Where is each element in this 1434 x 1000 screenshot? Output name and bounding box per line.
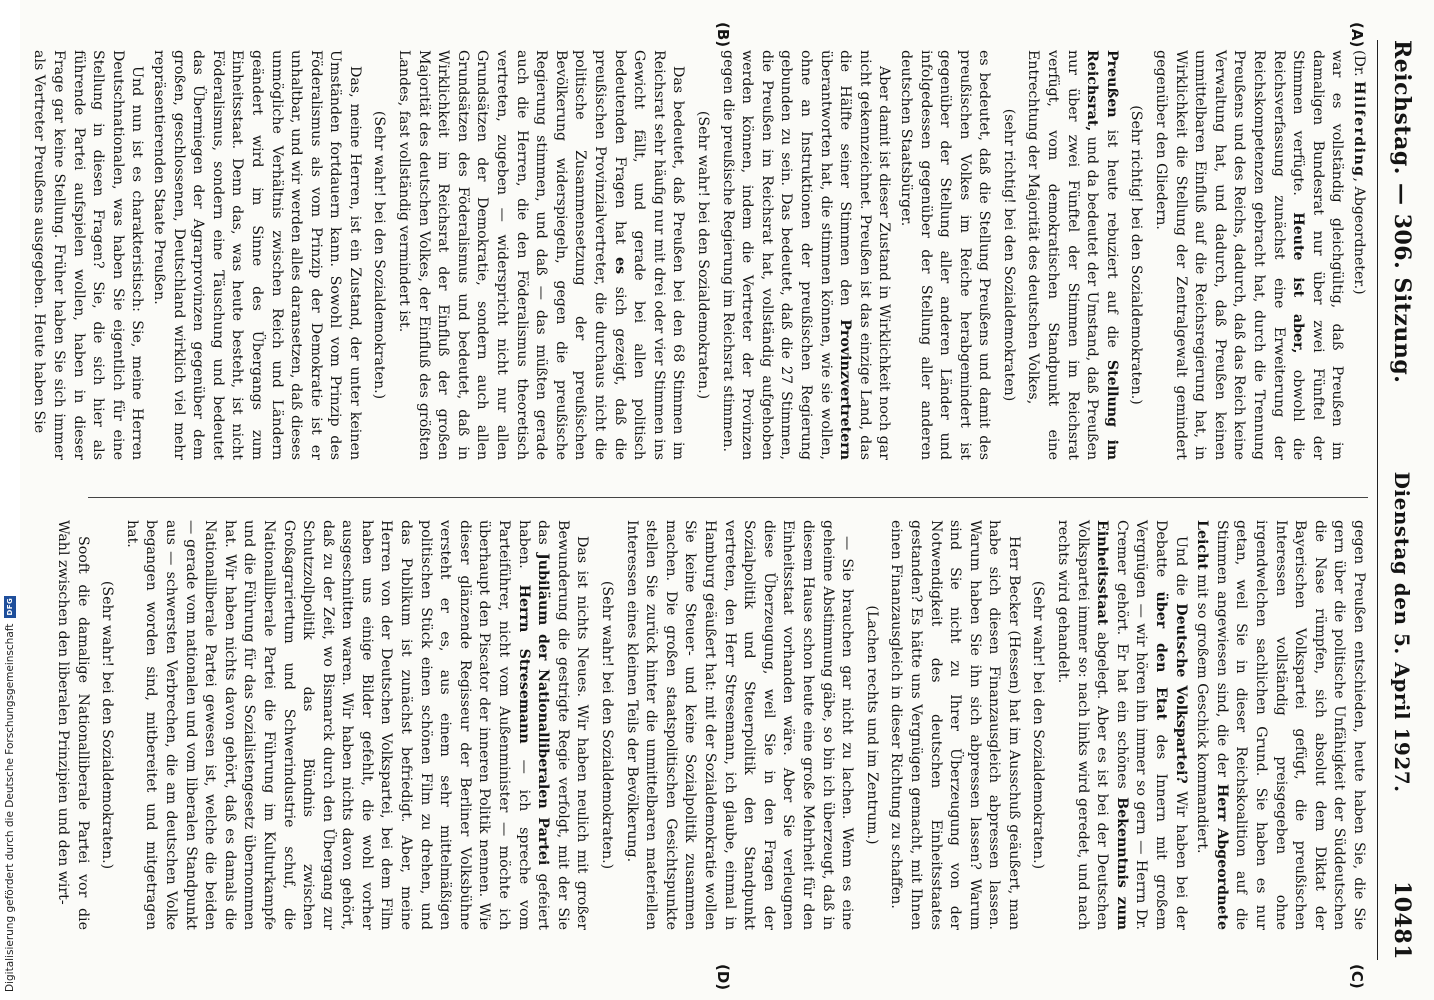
- watermark-strip: [0, 0, 20, 1000]
- column-divider: [88, 497, 1368, 498]
- interjection: (Sehr richtig! bei den Sozialdemokraten.): [1128, 105, 1145, 405]
- interjection: (sehr richtig! bei den Sozialdemokraten): [1000, 108, 1017, 402]
- margin-marker-b: (B): [714, 22, 732, 48]
- paragraph: war es vollständig gleichgültig, daß Preußen im damaligen Bundesrat nur über zwei Fünftel der Stimmen verfügte. Heute ist aber, obwohl die Reichsverfassung zunächst eine Erweiterung der Reichskompetenzen gebracht hat, durch die Trennung Preußens und des Reichs, dadurch, daß das Reich keine Verwaltung hat, und dadurch, daß Preußen keinen unmittelbaren Einfluß auf die Reichsregierung hat, in Wirklichkeit die Stellung der Zentralgewalt gemindert gegenüber den Gliedern.: [1153, 50, 1346, 460]
- interjection: (Sehr wahr! bei den Sozialdemokraten.): [599, 580, 616, 870]
- margin-marker-a: (A): [1348, 22, 1366, 48]
- paragraph: Aber damit ist dieser Zustand in Wirklichkeit noch gar nicht gekennzeichnet. Preußen ist das einzige Land, das die Hälfte seiner Stimmen den Provinzvertretern überantworten hat, die stimmen können, wie sie wollen, ohne an Instruktionen der preußischen Regierung gebunden zu sein. Das bedeutet, daß die 27 Stimmen, die Preußen im Reichsrat hat, vollständig aufgehoben werden können, indem die Vertreter der Provinzen gegen die preußische Regierung im Reichsrat stimmen.: [719, 50, 893, 460]
- paragraph: Das bedeutet, daß Preußen bei den 68 Stimmen im Reichsrat sehr häufig nur mit drei oder vier Stimmen ins Gewicht fällt, und gerade bei allen politisch bedeutenden Fragen hat es sich gezeigt, daß die preußischen Provinzialvertreter, die durchaus nicht die politische Zusammensetzung der preußischen Bevölkerung widerspiegeln, gegen die preußische Regierung stimmen, und daß — das müßten gerade auch die Herren, die den Föderalismus theoretisch vertreten, zugeben — widerspricht nicht nur allen Grundsätzen der Demokratie, sondern auch allen Grundsätzen des Föderalismus und bedeutet, daß in Wirklichkeit im Reichsrat der Einfluß der großen Majorität des deutschen Volkes, der Einfluß des größten Landes, fast vollständig vermindert ist.: [396, 50, 687, 460]
- watermark-text: Digitalisierung gefördert durch die Deutsche Forschungsgemeinschaft: [4, 623, 16, 992]
- header-session: Reichstag. — 306. Sitzung.: [1389, 40, 1415, 384]
- watermark: [0, 0, 20, 1000]
- scanned-page: [20, 0, 1434, 1000]
- header-rule: [1377, 40, 1378, 960]
- paragraph: Und nun ist es charakteristisch: Sie, meine Herren Deutschnationalen, was haben Sie eigentlich für eine Stellung in diesen Fragen? Sie, die sich hier als führende Partei aufspielen wollen, haben in dieser Frage gar keine Stellung. Früher haben Sie sich immer als Vertreter Preußens ausgegeben. Heute haben Sie: [31, 50, 146, 460]
- paragraph: gegen Preußen entschieden, heute haben Sie, die Sie gern über die politische Unfähigkeit der Süddeutschen die Nase rümpfen, sich absolut dem Diktat der Bayerischen Volkspartei gefügt, die preußischen Interessen vollständig preisgegeben ohne irgendwelchen sachlichen Grund. Sie haben es nur getan, weil Sie in dieser Reichskoalition auf die Stimmen angewiesen sind, die der Herr Abgeordnete Leicht mit so großem Geschick kommandiert.: [1194, 520, 1367, 930]
- speaker-line: (Dr. Hilferding, Abgeordneter.): [1351, 50, 1367, 295]
- margin-marker-d: (D): [714, 964, 732, 991]
- left-column: [31, 50, 1368, 460]
- right-column: [55, 520, 1368, 931]
- paragraph: Das, meine Herren, ist ein Zustand, der unter keinen Umständen fortdauern kann. Sowohl vom Prinzip des Föderalismus als vom Prinzip der Demokratie ist er unhaltbar, und wir werden alles daransetzen, daß dieses unmögliche Verhältnis zwischen Reich und Ländern geändert wird im Sinne des Übergangs zum Einheitsstaat. Denn das, was heute besteht, ist nicht Föderalismus, sondern eine Täuschung und bedeutet das Übermiegen der Agrarprovinzen gegenüber dem großen, geschlossenen, Deutschland wirklich viel mehr repräsentierenden Staate Preußen.: [150, 50, 363, 460]
- dfg-logo-icon: DFG: [4, 596, 16, 618]
- paragraph: Und die Deutsche Volkspartei? Wir haben bei der Debatte über den Etat des Innern mit großem Vergnügen — wir hören ihn immer so gern — Herrn Dr. Cremer gehört. Er hat ein schönes Bekenntnis zum Einheitsstaat abgelegt. Aber es ist bei der Deutschen Volkspartei immer so: nach links wird geredet, und nach rechts wird gehandelt.: [1055, 520, 1189, 931]
- interjection: (Sehr wahr! bei den Sozialdemokraten.): [695, 110, 711, 400]
- paragraph: — Sie brauchen gar nicht zu lachen. Wenn es eine geheime Abstimmung gäbe, so bin ich überzeugt, daß in diesem Hause schon heute eine große Mehrheit für den Einheitsstaat vorhanden wäre. Aber Sie verleugnen diese Überzeugung, weil Sie in den Fragen der Sozialpolitik und Steuerpolitik den Standpunkt vertreten, den Herr Stresemann, ich glaube, einmal in Hamburg geäußert hat: mit der Sozialdemokratie wollen Sie keine Steuer- und keine Sozialpolitik zusammen machen. Die großen staatspolitischen Gesichtspunkte stellen Sie zurück hinter die unmittelbaren materiellen Interessen eines kleinen Teils der Bevölkerung.: [623, 520, 856, 930]
- rotated-page-content: [20, 0, 1434, 1000]
- interjection: (Sehr wahr! bei den Sozialdemokraten.): [1030, 580, 1047, 870]
- paragraph: Preußen ist heute rebuziert auf die Stellung im Reichsrat, und da bedeutet der Umstand, daß Preußen nur über zwei Fünftel der Stimmen im Reichsrat verfügt, vom demokratischen Standpunkt eine Entrechtung der Majorität des deutschen Volkes,: [1025, 50, 1120, 460]
- paragraph: es bedeutet, daß die Stellung Preußens und damit des preußischen Volkes im Reiche herabgemindert ist gegenüber der Stellung aller anderen Länder und infolgedessen gegenüber der Stellung aller anderen deutschen Staatsbürger.: [897, 50, 993, 460]
- paragraph: Sooft die damalige Nationalliberale Partei vor die Wahl zwischen den liberalen Prinzipien und den wirt-: [55, 520, 91, 930]
- page-number: 10481: [1389, 880, 1415, 960]
- header-date: Dienstag den 5. April 1927.: [1390, 471, 1414, 793]
- paragraph: Das ist nichts Neues. Wir haben neulich mit großer Bewunderung die gestrigte Regie verfolgt, mit der Sie das Jubiläum der Nationalliberalen Partei gefeiert haben. Herrn Stresemann — ich spreche vom Parteiführer, nicht vom Außenminister — möchte ich überhaupt den Piscator der inneren Politik nennen. Wie dieser glänzende Regisseur der Berliner Volksbühne versteht er es, aus einem sehr mittelmäßigen politischen Stück einen schönen Film zu drehen, und das Publikum ist zunächst befriedigt. Aber, meine Herren von der Deutschen Volkspartei, bei dem Film haben uns einige Bilder gefehlt, die wohl vorher ausgeschnitten waren. Wir haben nichts davon gehört, daß zu der Zeit, wo Bismarck durch den Übergang zur Schutzzollpolitik das Bündnis zwischen Großagrariertum und Schwerindustrie schuf, die Nationalliberale Partei die Führung im Kulturkampfe und die Führung für das Sozialistengesetz übernommen hat. Wir haben nichts davon gehört, daß es damals die Nationalliberale Partei gewesen ist, welche die beiden — gerade vom nationalen und vom liberalen Standpunkt aus — schwersten Verbrechen, die am deutschen Volke begangen worden sind, mitbereitet und mitgetragen hat.: [123, 520, 591, 930]
- interjection: (Sehr wahr! bei den Sozialdemokraten.): [371, 110, 388, 400]
- paragraph: Herr Becker (Hessen) hat im Ausschuß geäußert, man habe sich diesen Finanzausgleich abpressen lassen. Warum haben Sie ihn sich abpressen lassen? Warum sind Sie nicht zu Ihrer Überzeugung von der Notwendigkeit des deutschen Einheitsstaates gestanden? Es hätte uns Vergnügen gemacht, mit Ihnen einen Finanzausgleich in dieser Richtung zu schaffen.: [888, 520, 1022, 930]
- page-header: [1382, 40, 1422, 960]
- interjection: (Lachen rechts und im Zentrum.): [863, 605, 880, 845]
- interjection: (Sehr wahr! bei den Sozialdemokraten.): [99, 580, 116, 870]
- speaker-name: Hilferding: [1351, 81, 1367, 178]
- margin-marker-c: (C): [1348, 964, 1366, 989]
